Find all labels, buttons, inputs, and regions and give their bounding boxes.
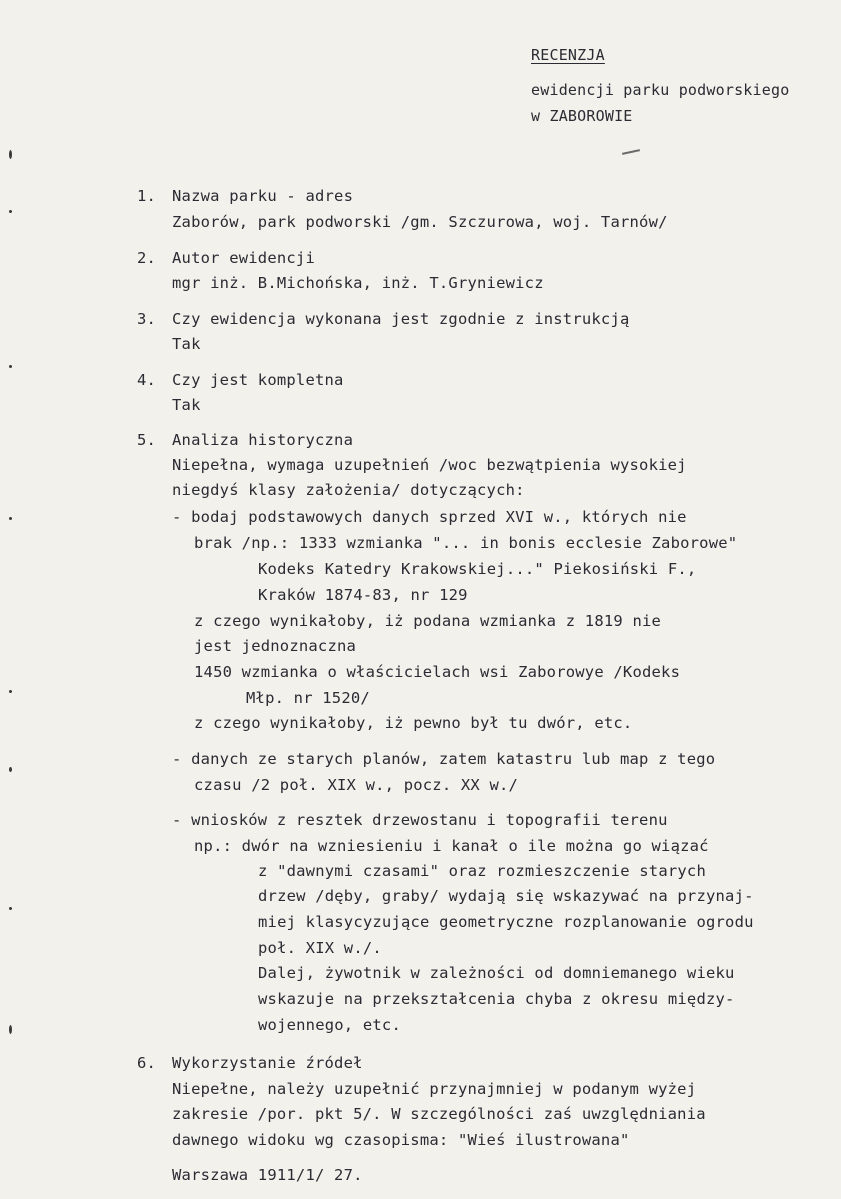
section-text: Kraków 1874-83, nr 129 [258,586,468,604]
margin-mark [9,1025,12,1034]
section-text: Zaborów, park podworski /gm. Szczurowa, woj. Tarnów/ [172,213,668,231]
section-number: 5. [137,431,157,449]
pencil-mark [622,149,640,155]
section-number: 3. [137,310,157,328]
section-heading: Czy ewidencja wykonana jest zgodnie z instrukcją [172,310,630,328]
section-text: Tak [172,396,201,414]
section-text: niegdyś klasy założenia/ dotyczących: [172,481,525,499]
section-heading: Czy jest kompletna [172,371,344,389]
section-text: Kodeks Katedry Krakowskiej..." Piekosiński F., [258,560,697,578]
section-text: - bodaj podstawowych danych sprzed XVI w., których nie [172,508,687,526]
section-number: 1. [137,187,157,205]
document-title: RECENZJA [531,46,605,64]
margin-mark [9,517,12,520]
section-text: z czego wynikałoby, iż podana wzmianka z 1819 nie [194,612,662,630]
section-text: drzew /dęby, graby/ wydają się wskazywać na przynaj- [258,887,754,905]
section-text: brak /np.: 1333 wzmianka "... in bonis ecclesie Zaborowe" [194,534,738,552]
section-text: Tak [172,335,201,353]
section-text: mgr inż. B.Michońska, inż. T.Gryniewicz [172,274,544,292]
section-number: 6. [137,1054,157,1072]
section-text: Niepełne, należy uzupełnić przynajmniej w podanym wyżej [172,1080,697,1098]
section-text: z czego wynikałoby, iż pewno był tu dwór, etc. [194,714,633,732]
margin-mark [9,365,12,368]
section-text: 1450 wzmianka o właścicielach wsi Zaborowye /Kodeks [194,663,681,681]
section-text: miej klasycyzujące geometryczne rozplanowanie ogrodu [258,913,754,931]
section-number: 2. [137,249,157,267]
margin-mark [9,210,12,213]
section-text: np.: dwór na wzniesieniu i kanał o ile można go wiązać [194,837,709,855]
document-subtitle: ewidencji parku podworskiego [531,81,790,99]
section-heading: Nazwa parku - adres [172,187,354,205]
section-text: jest jednoznaczna [194,637,357,655]
section-text: - wniosków z resztek drzewostanu i topografii terenu [172,811,668,829]
section-text: czasu /2 poł. XIX w., pocz. XX w./ [194,776,519,794]
section-text: dawnego widoku wg czasopisma: "Wieś ilustrowana" [172,1131,630,1149]
section-heading: Wykorzystanie źródeł [172,1054,363,1072]
section-text: poł. XIX w./. [258,939,382,957]
section-heading: Autor ewidencji [172,249,315,267]
section-heading: Analiza historyczna [172,431,354,449]
section-text: wojennego, etc. [258,1016,401,1034]
section-text: Młp. nr 1520/ [246,689,370,707]
margin-mark [9,150,12,159]
margin-mark [9,767,12,772]
document-subtitle: w ZABOROWIE [531,107,633,125]
section-number: 4. [137,371,157,389]
margin-mark [9,907,12,910]
section-text: Dalej, żywotnik w zależności od domniemanego wieku [258,964,735,982]
section-text: zakresie /por. pkt 5/. W szczególności zaś uwzględniania [172,1105,706,1123]
section-text: z "dawnymi czasami" oraz rozmieszczenie starych [258,862,706,880]
place-date: Warszawa 1911/1/ 27. [172,1166,363,1184]
section-text: Niepełna, wymaga uzupełnień /woc bezwątpienia wysokiej [172,456,687,474]
margin-mark [9,690,12,693]
section-text: - danych ze starych planów, zatem katastru lub map z tego [172,750,716,768]
section-text: wskazuje na przekształcenia chyba z okresu między- [258,990,735,1008]
